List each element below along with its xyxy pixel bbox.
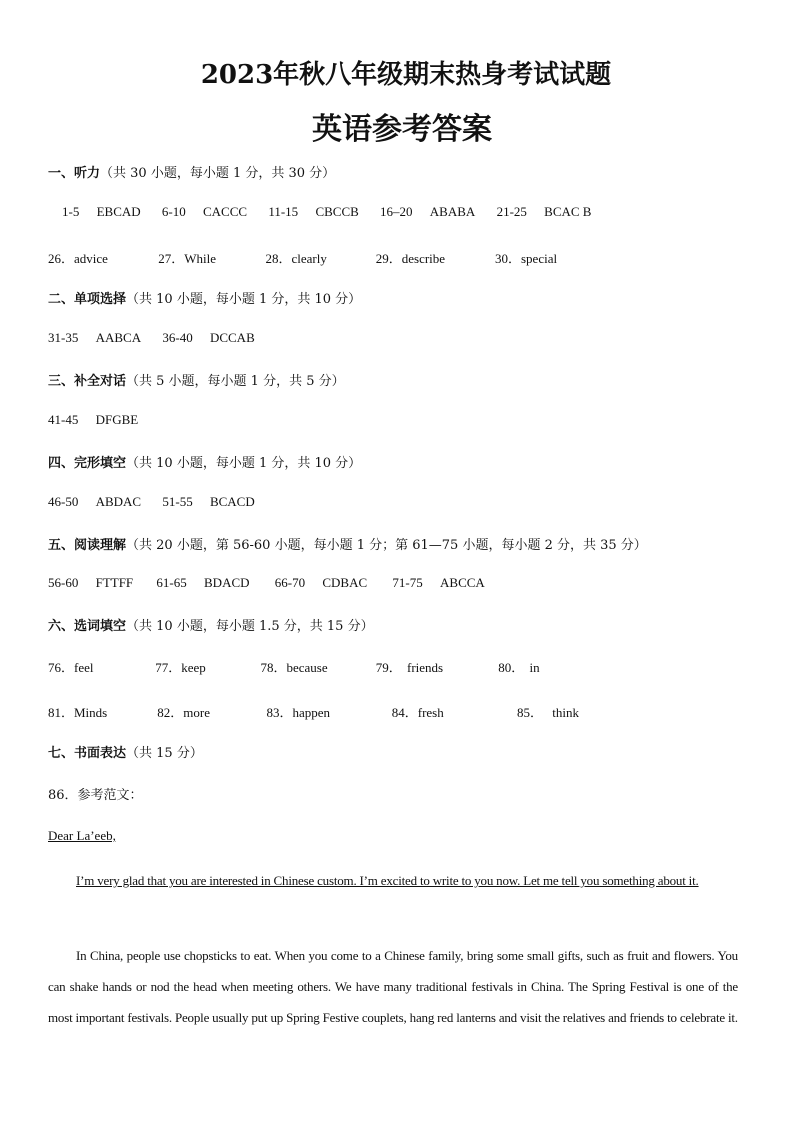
answer-range: 36-40 [162,330,193,345]
section-cloze-heading [48,452,361,471]
answer-range: 6-10 [161,204,186,219]
answer-value: BDACD [204,575,250,590]
answer-key-title: 英语参考答案 [312,112,492,147]
exam-title: 2023年秋八年级期末热身考试试题 [200,60,612,90]
answer-item: 30．special [495,251,558,266]
section-title: 四、完形填空 [48,456,127,471]
answer-range: 46-50 [48,494,79,509]
section-note: （共 10 小题，每小题 1 分，共 10 分） [126,292,362,307]
answer-item: 80． [498,660,525,675]
word-fill-answers-row-1 [48,657,540,676]
answer-range: 1-5 [62,204,80,219]
section-single-choice-heading [48,288,361,307]
answer-word: think [552,705,579,720]
answer-value: FTTFF [95,575,134,590]
letter-greeting: Dear La’eeb, [48,828,116,843]
reading-answers [48,575,485,591]
answer-range: 31-35 [48,330,79,345]
answer-value: ABCCA [440,575,485,590]
answer-item: 79． [375,660,402,675]
section-note: （共 15 分） [126,746,203,761]
section-title: 六、选词填空 [48,619,127,634]
answer-value: CBCCB [315,204,359,219]
writing-label: 86．参考范文： [48,788,143,803]
section-writing-heading [48,742,203,761]
answer-value: CDBAC [322,575,368,590]
answer-range: 56-60 [48,575,79,590]
section-dialogue-heading [48,370,345,389]
section-word-fill-heading [48,615,374,634]
listening-fill-answers [48,248,557,267]
answer-item: 77．keep [155,660,206,675]
answer-word: friends [407,660,444,675]
answer-item: 83．happen [266,705,331,720]
answer-item: 85． [517,705,544,720]
answer-item: 27．While [158,251,217,266]
answer-value: AABCA [95,330,142,345]
answer-item: 28．clearly [265,251,327,266]
section-note: （共 5 小题，每小题 1 分，共 5 分） [126,374,345,389]
answer-value: DCCAB [209,330,255,345]
answer-item: 82．more [157,705,210,720]
answer-word: in [529,660,540,675]
section-title: 七、书面表达 [48,746,127,761]
answer-range: 41-45 [48,412,79,427]
section-reading-heading [48,534,647,553]
answer-range: 51-55 [162,494,193,509]
section-title: 五、阅读理解 [48,538,127,553]
answer-item: 78．because [260,660,328,675]
answer-item: 29．describe [375,251,446,266]
answer-value: ABABA [429,204,476,219]
answer-value: DFGBE [95,412,139,427]
cloze-answers [48,494,255,510]
section-note: （共 20 小题，第 56-60 小题，每小题 1 分；第 61—75 小题，每小题 2 分，共 35 分） [126,538,647,553]
section-note: （共 10 小题，每小题 1 分，共 10 分） [126,456,362,471]
answer-range: 61-65 [156,575,187,590]
answer-item: 84．fresh [391,705,444,720]
answer-item: 76．feel [48,660,94,675]
letter-paragraph-2: In China, people use chopsticks to eat. When you come to a Chinese family, bring some small gifts, such as fruit and flowers. You can shake hands or nod the head when meeting others. We have many traditional festivals in China. The Spring Festival is one of the most important festivals. People usually put up Spring Festive couplets, hang red lanterns and visit the relatives and friends to celebrate it. [48,948,738,1025]
answer-value: CACCC [203,204,248,219]
dialogue-answers [48,412,138,428]
section-title: 二、单项选择 [48,292,127,307]
section-title: 三、补全对话 [48,374,127,389]
answer-range: 11-15 [268,204,299,219]
section-title: 一、听力 [48,166,101,181]
answer-range: 21-25 [496,204,527,219]
section-listening-heading [48,162,335,181]
answer-item: 81．Minds [48,705,108,720]
answer-value: BCAC B [544,204,592,219]
section-note: （共 10 小题，每小题 1.5 分，共 15 分） [126,619,374,634]
letter-paragraph-1 [48,865,738,896]
answer-range: 66-70 [274,575,306,590]
answer-value: EBCAD [96,204,141,219]
answer-range: 71-75 [392,575,423,590]
answer-item: 26．advice [48,251,108,266]
word-fill-answers-row-2 [48,702,579,721]
section-note: （共 30 小题，每小题 1 分，共 30 分） [100,166,336,181]
single-choice-answers [48,330,255,346]
answer-value: BCACD [209,494,255,509]
listening-mc-answers [62,204,591,220]
answer-range: 16–20 [380,204,413,219]
paragraph-text: I’m very glad that you are interested in Chinese custom. I’m excited to write to you now. Let me tell you something about it. [76,873,699,888]
answer-value: ABDAC [95,494,142,509]
